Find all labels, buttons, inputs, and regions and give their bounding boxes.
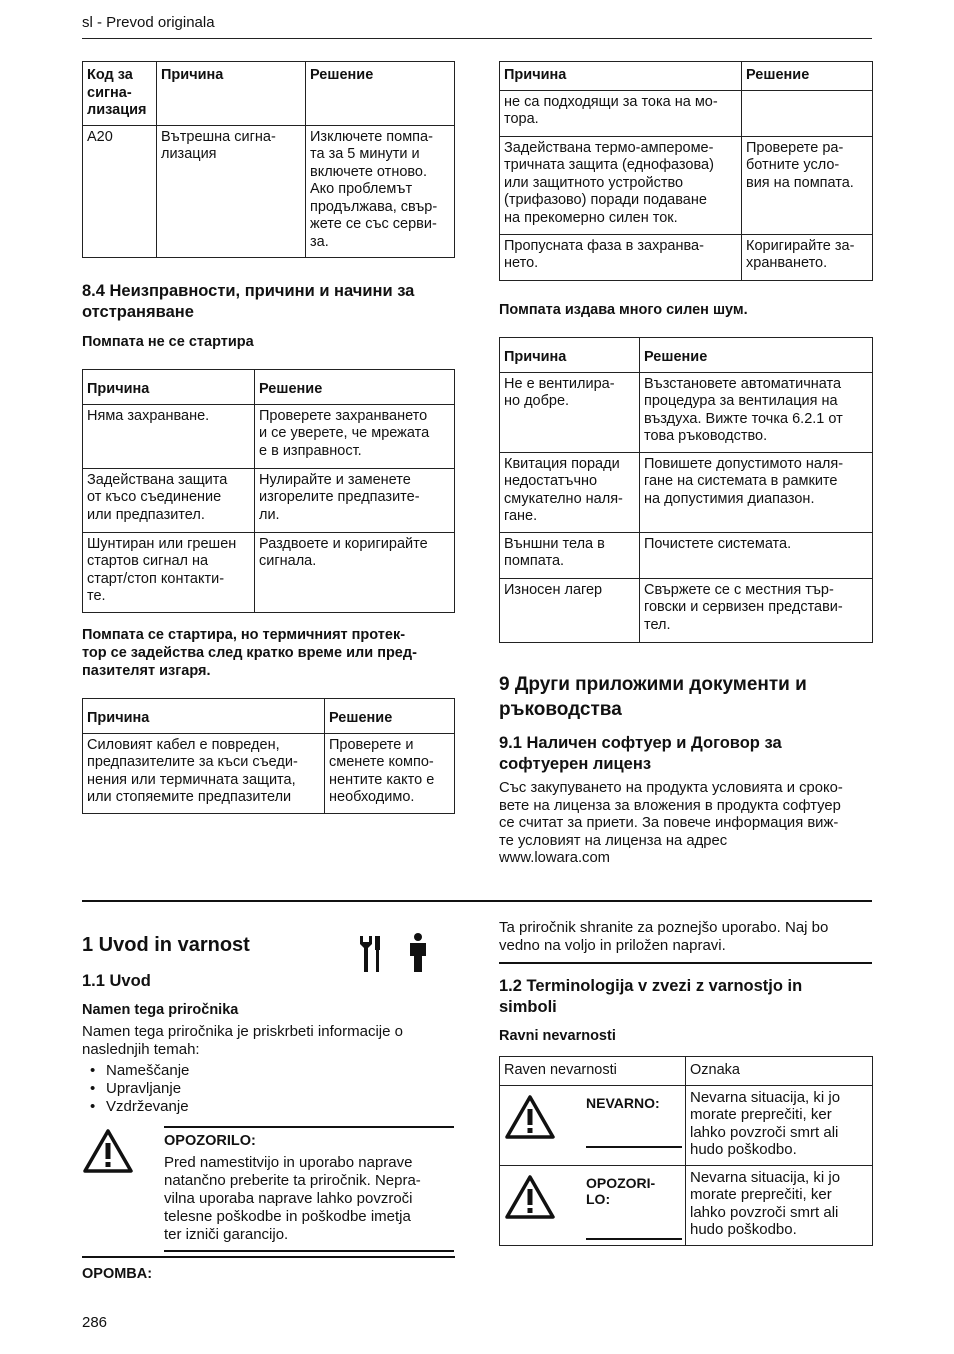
table-cell: Силовият кабел е повреден, предпазителите за къси съеди- нения или термичната защита, или стопяемите предпазители (83, 733, 325, 813)
table-cell: Почистете системата. (640, 532, 873, 578)
section-8-4-title: 8.4 Неизправности, причини и начини за отстраняване (82, 282, 415, 321)
table-cell: Свържете се с местния тър- говски и сервизен представи- тел. (640, 578, 873, 642)
table-header: Причина (500, 62, 742, 91)
tools-icon (358, 934, 384, 974)
language-divider (82, 900, 872, 902)
thermal-protector-table (82, 698, 455, 814)
table-header: Причина (157, 62, 306, 126)
thermal-protector-title: Помпата се стартира, но термичният протек- тор се задейства след кратко време или пред- пазителят изгаря. (82, 627, 417, 679)
hazard-levels-table (499, 1056, 873, 1246)
table-header: Решение (306, 62, 455, 126)
alarm-code-table (82, 61, 455, 258)
cause-solution-continued-table (499, 61, 873, 281)
table-cell: Нулирайте и заменете изгорелите предпазите- ли. (255, 468, 455, 532)
note-divider (82, 1256, 455, 1258)
table-cell: Изключете помпа- та за 5 минути и включете отново. Ако проблемът продължава, свър- жете се със серви- за. (306, 125, 455, 258)
table-cell: Проверете захранването и се уверете, че мрежата е в изправност. (255, 404, 455, 468)
table-cell: Квитация поради недостатъчно смукателно наля- гане. (500, 452, 640, 532)
table-cell: Задействана термо-амперомe- тричната защита (еднофазова) или защитното устройство (трифазово) поради подаване на прекомерно силен ток. (500, 136, 742, 234)
table-header: Код за сигна- лизация (83, 62, 157, 126)
warning-label: OPOZORILO: (164, 1133, 256, 1149)
warning-triangle-icon (82, 1128, 134, 1174)
table-header: Причина (83, 699, 325, 734)
signal-underline (586, 1238, 682, 1240)
hazard-signal-cell (500, 1165, 686, 1245)
warning-triangle-icon (504, 1094, 556, 1140)
section-9-title: 9 Други приложими документи и ръководства (499, 674, 807, 720)
section-9-1-body: Със закупуването на продукта условията и сроко- вете на лиценза за вложения в продукта софтуер се считат за приети. За повече информация виж- те условият на лиценза на адрес www.lowara.com (499, 780, 843, 866)
page-number: 286 (82, 1314, 108, 1331)
table-cell: Проверете и сменете компо- нентите както е необходимо. (325, 733, 455, 813)
table-cell: Външни тела в помпата. (500, 532, 640, 578)
hazard-signal-cell (500, 1085, 686, 1165)
section-9-1-title: 9.1 Наличен софтуер и Договор за софтуерен лиценз (499, 734, 782, 773)
table-cell: Раздвоете и коригирайте сигнала. (255, 532, 455, 612)
table-header: Причина (500, 338, 640, 373)
table-cell: Проверете ра- ботните усло- вия на помпата. (742, 136, 873, 234)
note-label: OPOMBA: (82, 1266, 153, 1282)
table-cell: Nevarna situacija, ki jo morate preprečiti, ker lahko povzroči smrt ali hudo poškodbo. (686, 1165, 873, 1245)
purpose-title: Namen tega priročnika (82, 1002, 239, 1018)
table-cell: Коригирайте за- хранването. (742, 234, 873, 280)
table-cell: Задействана защита от късо съединение или предпазител. (83, 468, 255, 532)
purpose-body: Namen tega priročnika je priskrbeti informacije o naslednjih temah: (82, 1023, 403, 1058)
keep-manual-text: Ta priročnik shranite za poznejšo uporabo. Naj bo vedno na voljo in priložen napravi. (499, 919, 829, 954)
table-header: Oznaka (686, 1057, 873, 1086)
list-item: • Upravljanje (82, 1080, 189, 1098)
pump-not-start-title: Помпата не се стартира (82, 334, 254, 350)
warning-triangle-icon (504, 1174, 556, 1220)
section-divider (499, 962, 872, 964)
section-1-2-title: 1.2 Terminologija v zvezi z varnostjo in simboli (499, 977, 803, 1016)
running-header: sl - Prevod originala (82, 14, 215, 31)
table-cell: Износен лагер (500, 578, 640, 642)
warning-box (164, 1126, 454, 1252)
noise-table (499, 337, 873, 643)
table-cell: A20 (83, 125, 157, 258)
topics-list (82, 1062, 189, 1116)
table-header: Решение (255, 370, 455, 405)
table-cell: Не е вентилира- но добре. (500, 372, 640, 452)
table-cell: Вътрешна сигна- лизация (157, 125, 306, 258)
signal-word-warning: OPOZORI- LO: (586, 1174, 656, 1207)
list-item: • Vzdrževanje (82, 1098, 189, 1116)
table-cell (742, 90, 873, 136)
pump-not-start-table (82, 369, 455, 613)
section-1-title: 1 Uvod in varnost (82, 934, 250, 956)
table-header: Raven nevarnosti (500, 1057, 686, 1086)
table-header: Решение (325, 699, 455, 734)
table-cell: не са подходящи за тока на мо- тора. (500, 90, 742, 136)
table-header: Решение (640, 338, 873, 373)
table-cell: Nevarna situacija, ki jo morate preprečiti, ker lahko povzroči smrt ali hudo poškodbo. (686, 1085, 873, 1165)
noise-title: Помпата издава много силен шум. (499, 302, 748, 318)
qualified-person-icon (406, 932, 430, 974)
list-item: • Nameščanje (82, 1062, 189, 1080)
section-1-1-title: 1.1 Uvod (82, 972, 151, 990)
table-cell: Няма захранване. (83, 404, 255, 468)
header-divider (82, 38, 872, 39)
signal-underline (586, 1146, 682, 1148)
table-header: Причина (83, 370, 255, 405)
warning-body: Pred namestitvijo in uporabo naprave natančno preberite ta priročnik. Nepra- vilna uporaba naprave lahko povzroči telesne poškodbe in poškodbe imetja ter izniči garancijo. (164, 1154, 421, 1243)
table-cell: Пропусната фаза в захранва- нето. (500, 234, 742, 280)
table-header: Решение (742, 62, 873, 91)
table-cell: Повишете допустимото наля- гане на системата в рамките на допустимия диапазон. (640, 452, 873, 532)
signal-word-danger: NEVARNO: (586, 1094, 660, 1111)
table-cell: Възстановете автоматичната процедура за вентилация на въздуха. Вижте точка 6.2.1 от това ръководство. (640, 372, 873, 452)
hazard-levels-title: Ravni nevarnosti (499, 1028, 616, 1044)
table-cell: Шунтиран или грешен стартов сигнал на старт/стоп контакти- те. (83, 532, 255, 612)
